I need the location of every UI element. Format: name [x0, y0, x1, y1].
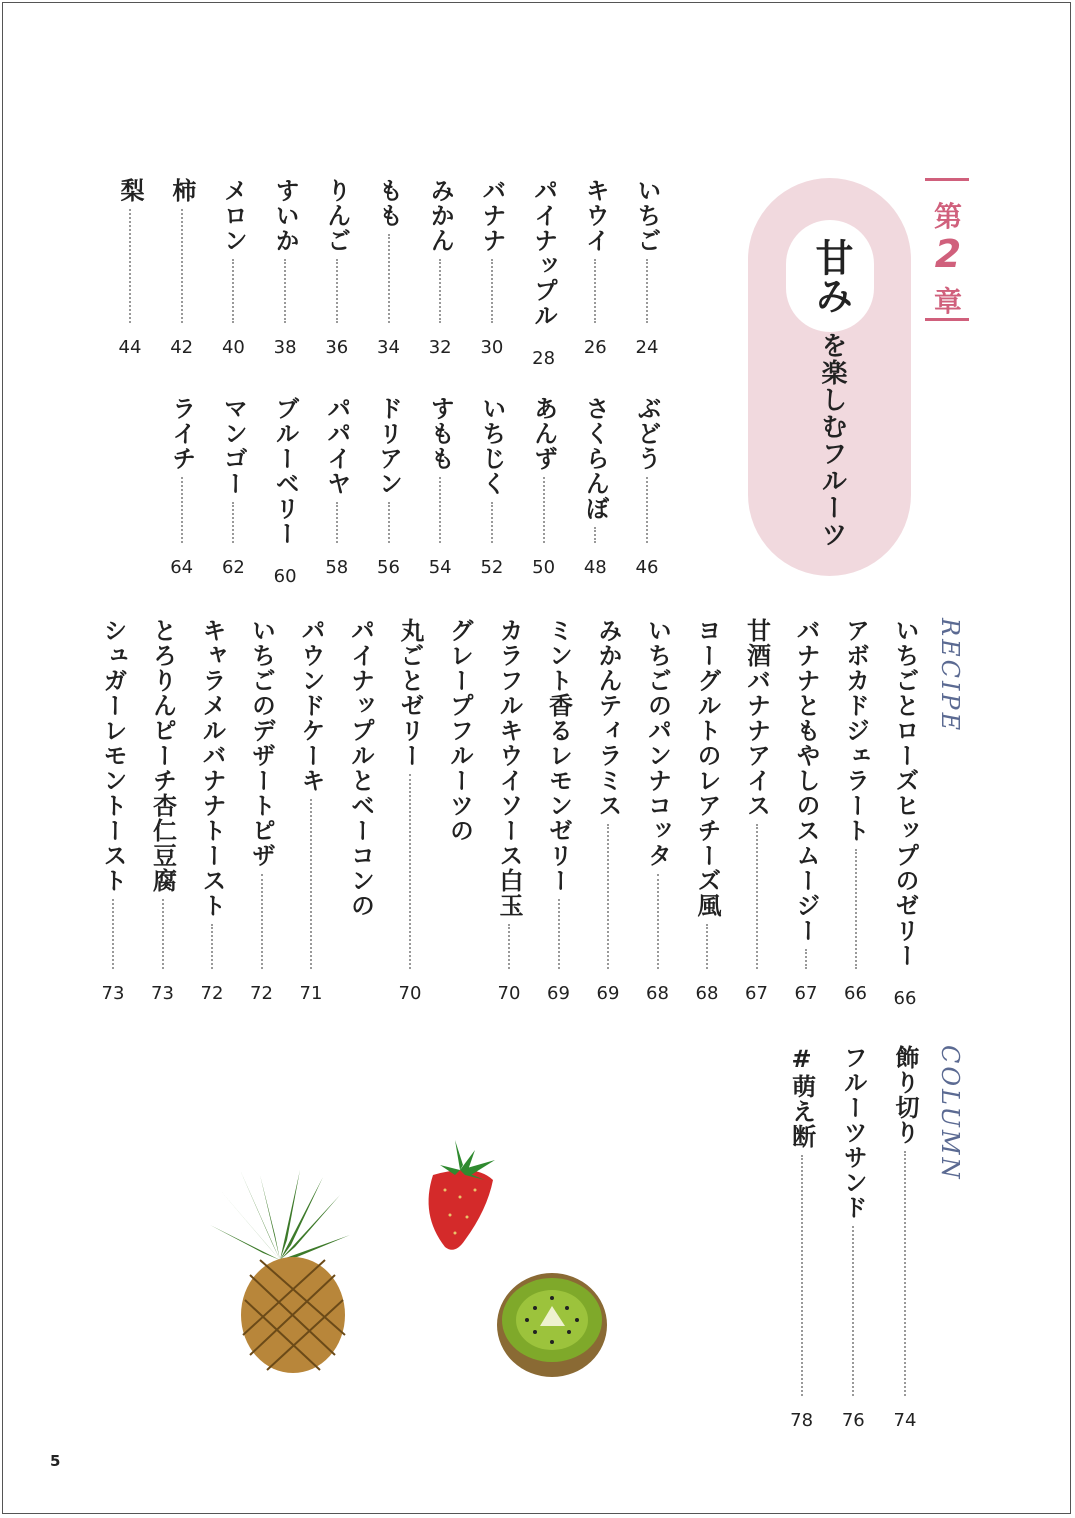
toc-page-number: 70 [497, 983, 521, 1004]
toc-entry-title: マンゴー [219, 396, 248, 496]
toc-page-number: 67 [745, 983, 768, 1004]
toc-entry [472, 396, 512, 578]
toc-leader-dots [646, 477, 648, 543]
toc-entry [836, 618, 876, 1004]
toc-entry [575, 178, 615, 358]
toc-leader-dots [852, 1226, 854, 1396]
chapter-prefix: 第 [933, 200, 962, 233]
kiwi-image [495, 1268, 610, 1383]
pineapple-image [205, 1165, 355, 1375]
toc-entry-title: 梨 [116, 178, 144, 203]
toc-entry [885, 1045, 925, 1431]
toc-leader-dots [310, 799, 312, 969]
chapter-suffix: 章 [933, 285, 962, 318]
toc-leader-dots [558, 899, 560, 969]
toc-page-number: 48 [583, 557, 607, 578]
toc-leader-dots [232, 259, 234, 323]
toc-entry-title: キウイ [581, 178, 610, 253]
toc-leader-dots [112, 899, 114, 969]
toc-page-number: 36 [325, 337, 349, 358]
toc-entry-title: すいか [271, 178, 300, 253]
toc-entry-title: キャラメルバナナトースト [198, 618, 226, 918]
toc-entry [192, 618, 232, 1004]
toc-entry [575, 396, 615, 578]
toc-entry-title: 甘酒バナナアイス [742, 618, 771, 818]
toc-page-number: 76 [841, 1410, 865, 1431]
toc-entry [162, 396, 202, 578]
toc-entry-title: もも [374, 178, 403, 228]
toc-page-number: 73 [151, 983, 174, 1004]
toc-entry [524, 178, 564, 369]
toc-leader-dots [336, 259, 338, 323]
toc-leader-dots [232, 502, 234, 543]
toc-entry [242, 618, 282, 1004]
toc-entry-title: いちじく [477, 396, 506, 496]
toc-leader-dots [594, 259, 596, 323]
toc-entry-title: ブルーベリー [271, 396, 300, 546]
toc-entry-title: パウンドケーキ [297, 618, 325, 793]
toc-entry [143, 618, 183, 1004]
toc-entry [539, 618, 579, 1004]
toc-page-number: 60 [273, 566, 297, 587]
toc-entry [440, 618, 480, 1004]
toc-page-number: 34 [377, 337, 400, 358]
toc-entry-title: パイナップル [529, 178, 558, 328]
toc-page-number: 58 [325, 557, 349, 578]
toc-entry [420, 396, 460, 578]
toc-leader-dots [855, 849, 857, 969]
toc-leader-dots [439, 259, 441, 323]
toc-page-number: 72 [200, 983, 224, 1004]
chapter-bottom-rule [925, 318, 969, 321]
toc-leader-dots [261, 874, 263, 969]
toc-entry-title: りんご [322, 178, 351, 253]
toc-entry [265, 396, 305, 587]
toc-entry [317, 178, 357, 358]
toc-leader-dots [284, 259, 286, 323]
toc-leader-dots [594, 527, 596, 543]
toc-entry [782, 1045, 822, 1431]
toc-page-number: 32 [428, 337, 452, 358]
toc-leader-dots [491, 259, 493, 323]
toc-page-number: 72 [250, 983, 273, 1004]
toc-leader-dots [388, 502, 390, 543]
toc-entry [524, 396, 564, 578]
toc-entry-title: ヨーグルトのレアチーズ風 [693, 618, 721, 918]
toc-page-number: 74 [893, 1410, 917, 1431]
toc-leader-dots [181, 209, 183, 323]
toc-page-number: 69 [596, 983, 620, 1004]
toc-page-number: 50 [532, 557, 556, 578]
toc-page-number: 38 [273, 337, 297, 358]
toc-entry-title: ドリアン [374, 396, 403, 496]
toc-leader-dots [801, 1155, 803, 1396]
toc-page-number: 64 [170, 557, 194, 578]
toc-page-number: 73 [101, 983, 125, 1004]
toc-entry-title: シュガーレモントースト [99, 618, 127, 893]
toc-leader-dots [162, 899, 164, 969]
toc-leader-dots [543, 477, 545, 543]
toc-entry [786, 618, 826, 1004]
toc-entry-title: パパイヤ [322, 396, 351, 496]
toc-page-number: 42 [170, 337, 194, 358]
toc-leader-dots [388, 234, 390, 323]
chapter-number: 2 [934, 232, 962, 276]
toc-entry [369, 396, 409, 578]
toc-leader-dots [657, 874, 659, 969]
toc-entry-title: さくらんぼ [581, 396, 610, 521]
toc-entry-title: ミント香るレモンゼリー [544, 618, 573, 893]
toc-leader-dots [360, 924, 362, 990]
chapter-title-sub: を楽しむフルーツ [817, 332, 847, 548]
toc-entry-title: バナナ [477, 178, 506, 253]
toc-leader-dots [129, 209, 131, 323]
toc-entry [420, 178, 460, 358]
toc-page-number: 44 [118, 337, 142, 358]
toc-entry [341, 618, 381, 1004]
toc-leader-dots [336, 502, 338, 543]
toc-entry-title: あんず [529, 396, 558, 471]
toc-entry-title: すもも [426, 396, 455, 471]
toc-page-number: 54 [428, 557, 452, 578]
toc-page-number: 52 [480, 557, 504, 578]
toc-entry [588, 618, 628, 1004]
recipe-section-label: RECIPE [936, 618, 964, 734]
toc-entry-title: とろりんピーチ杏仁豆腐 [148, 618, 177, 893]
toc-page-number: 68 [695, 983, 719, 1004]
toc-page-number: 62 [221, 557, 245, 578]
toc-entry [162, 178, 202, 358]
toc-entry-title: アボカドジェラート [841, 618, 870, 843]
toc-entry-title: 丸ごとゼリー [396, 618, 424, 768]
strawberry-image [415, 1135, 505, 1255]
toc-entry [638, 618, 678, 1004]
toc-page-number: 24 [635, 337, 659, 358]
toc-entry [390, 618, 430, 1004]
toc-entry [472, 178, 512, 358]
toc-entry-title: いちごとローズヒップのゼリー [891, 618, 919, 968]
toc-leader-dots [459, 849, 461, 990]
toc-entry [110, 178, 150, 358]
toc-entry-title: メロン [219, 178, 248, 253]
toc-entry-title: #萌え断 [787, 1045, 816, 1149]
toc-page-number: 28 [532, 348, 556, 369]
column-section-label: COLUMN [936, 1045, 964, 1182]
toc-page-number: 30 [480, 337, 504, 358]
chapter-title-main [786, 220, 874, 332]
toc-page-number: 66 [844, 983, 867, 1004]
toc-entry-title: いちごのパンナコッタ [643, 618, 672, 868]
toc-leader-dots [439, 477, 441, 543]
toc-entry [737, 618, 777, 1004]
toc-leader-dots [508, 924, 510, 969]
toc-entry [213, 178, 253, 358]
toc-leader-dots [211, 924, 213, 969]
toc-page-number: 69 [547, 983, 570, 1004]
toc-entry-title: パイナップルとベーコンの [346, 618, 375, 918]
toc-page-number: 70 [398, 983, 422, 1004]
toc-entry-title: カラフルキウイソース白玉 [495, 618, 523, 918]
toc-page-number: 46 [635, 557, 659, 578]
toc-entry-title: みかんティラミス [594, 618, 622, 818]
toc-entry [627, 396, 667, 578]
toc-entry [627, 178, 667, 358]
toc-leader-dots [181, 477, 183, 543]
toc-entry [93, 618, 133, 1004]
toc-entry-title: みかん [426, 178, 455, 253]
toc-leader-dots [409, 774, 411, 969]
toc-leader-dots [706, 924, 708, 969]
toc-entry [213, 396, 253, 578]
toc-entry [489, 618, 529, 1004]
toc-entry-title: ライチ [167, 396, 196, 471]
toc-entry-title: 柿 [167, 178, 196, 203]
toc-entry [885, 618, 925, 1009]
toc-entry [317, 396, 357, 578]
toc-entry-title: グレープフルーツの [445, 618, 474, 843]
toc-entry [369, 178, 409, 358]
toc-entry-title: フルーツサンド [839, 1045, 868, 1220]
toc-page-number: 67 [794, 983, 818, 1004]
toc-entry [687, 618, 727, 1004]
toc-leader-dots [904, 1151, 906, 1396]
toc-entry-title: ぶどう [633, 396, 661, 471]
chapter-top-rule [925, 178, 969, 181]
toc-leader-dots [646, 259, 648, 323]
toc-entry-title: バナナともやしのスムージー [792, 618, 820, 943]
page-number: 5 [50, 1452, 61, 1470]
toc-leader-dots [805, 949, 807, 969]
toc-leader-dots [491, 502, 493, 543]
toc-page-number: 68 [646, 983, 669, 1004]
toc-page-number: 71 [299, 983, 323, 1004]
toc-entry [265, 178, 305, 358]
toc-page-number: 56 [377, 557, 400, 578]
chapter-title-main-text: 甘み [808, 238, 853, 314]
toc-leader-dots [607, 824, 609, 969]
toc-entry [291, 618, 331, 1004]
toc-entry [833, 1045, 873, 1431]
toc-entry-title: 飾り切り [891, 1045, 919, 1145]
toc-page-number: 26 [583, 337, 607, 358]
toc-page-number: 78 [790, 1410, 814, 1431]
toc-page-number: 40 [221, 337, 245, 358]
toc-leader-dots [756, 824, 758, 969]
toc-entry-title: いちご [633, 178, 661, 253]
toc-entry-title: いちごのデザートピザ [247, 618, 276, 868]
toc-page-number: 66 [893, 988, 917, 1009]
